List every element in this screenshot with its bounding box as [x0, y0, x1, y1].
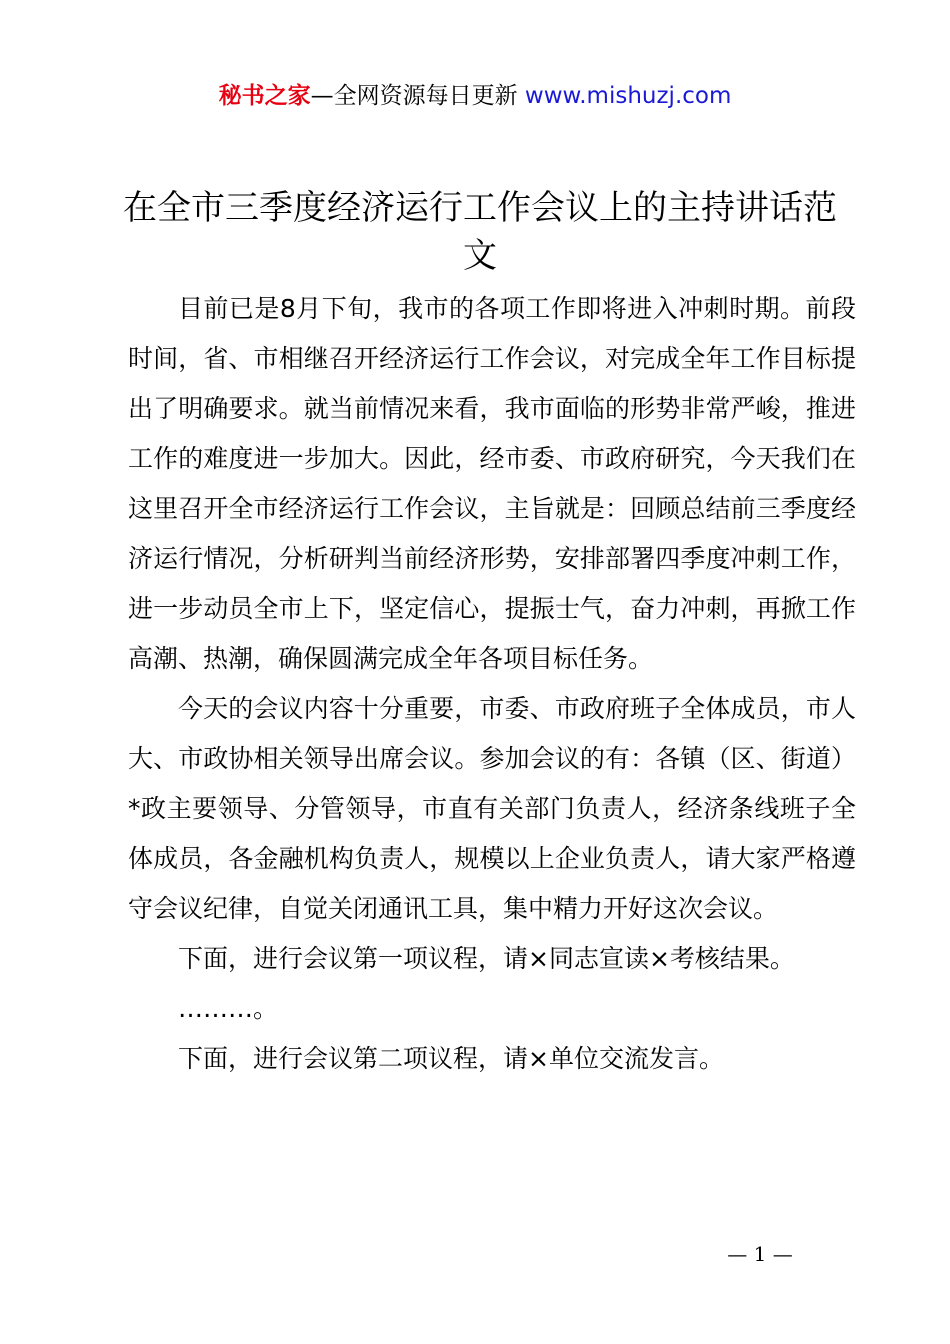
site-tagline: —全网资源每日更新	[310, 83, 525, 109]
document-title: 在全市三季度经济运行工作会议上的主持讲话范文	[123, 188, 837, 276]
page-number: — 1 —	[727, 1242, 793, 1266]
body-paragraph: ………。	[178, 994, 279, 1023]
site-url-link[interactable]: www.mishuzj.com	[524, 83, 732, 109]
body-paragraph: 下面，进行会议第一项议程，请×同志宣读×考核结果。	[178, 944, 795, 973]
body-paragraph: 今天的会议内容十分重要，市委、市政府班子全体成员，市人大、市政协相关领导出席会议。参加会议的有：各镇（区、街道）*政主要领导、分管领导，市直有关部门负责人，经济条线班子全体成员，各金融机构负责人，规模以上企业负责人，请大家严格遵守会议纪律，自觉关闭通讯工具，集中精力开好这次会议。	[128, 694, 856, 923]
document-body	[128, 284, 856, 1084]
site-header	[0, 80, 950, 112]
site-brand: 秘书之家	[218, 83, 311, 109]
body-paragraph: 目前已是8月下旬，我市的各项工作即将进入冲刺时期。前段时间，省、市相继召开经济运行工作会议，对完成全年工作目标提出了明确要求。就当前情况来看，我市面临的形势非常严峻，推进工作的难度进一步加大。因此，经市委、市政府研究，今天我们在这里召开全市经济运行工作会议，主旨就是：回顾总结前三季度经济运行情况，分析研判当前经济形势，安排部署四季度冲刺工作，进一步动员全市上下，坚定信心，提振士气，奋力冲刺，再掀工作高潮、热潮，确保圆满完成全年各项目标任务。	[128, 294, 856, 673]
body-paragraph: 下面，进行会议第二项议程，请×单位交流发言。	[178, 1044, 724, 1073]
